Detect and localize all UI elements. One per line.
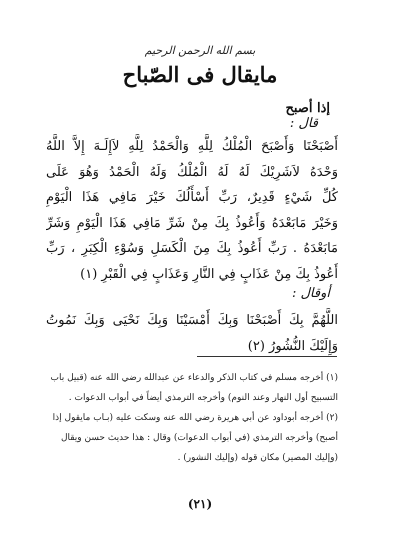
footnote-line: (١) أخرجه مسلم في كتاب الذكر والدعاء عن عبدالله رضي الله عنه (قبيل باب	[50, 373, 338, 383]
verse-line: أَعُوذُ بِكَ مِنْ عَذَابٍ فِي النَّارِ وَعَذَابٍ فِي الْقَبْرِ (١)	[80, 266, 338, 282]
verse-line: مَابَعْدَهُ . رَبِّ أَعُوذُ بِكَ مِنَ الْكَسَلِ وَسُوْءِ الْكِبَرِ ، رَبِّ	[46, 241, 338, 256]
page-title: مايقال فى الصّباح	[122, 62, 278, 87]
supplication-text-2	[46, 308, 338, 359]
verse-line: أَصْبَحْنَا وَأَصْبَحَ الْمُلْكُ لِلَّهِ وَالْحَمْدُ لِلَّهِ لاَإِلَـهَ إِلاَّ اللَّهُ	[46, 139, 338, 154]
section-label: إذا أصبح	[285, 101, 330, 116]
footnote-line: التسبيح أول النهار وعند النوم) وأخرجه الترمذي أيضاً في أبواب الدعوات .	[68, 393, 338, 403]
footnote-separator	[197, 356, 337, 357]
supplication-text-1	[46, 134, 338, 287]
bismillah-header: بسم الله الرحمن الرحيم	[144, 44, 256, 57]
page-number: (٢١)	[187, 497, 213, 511]
verse-line: اللَّهُمَّ بِكَ أَصْبَحْنَا وَبِكَ أَمْسَيْنَا وَبِكَ نَحْيَى وَبِكَ نَمُوتُ	[46, 313, 338, 328]
footnote-1	[42, 368, 338, 408]
verse-line: وَإِلَيْكَ النُّشُورُ (٢)	[247, 338, 338, 354]
footnote-2	[42, 408, 338, 468]
awqal-label: أوقال :	[291, 286, 330, 301]
verse-line: كُلِّ شَيْءٍ قَدِيرٌ، رَبِّ أَسْأَلُكَ خَيْرَ مَافِي هَذَا الْيَوْمِ	[46, 190, 338, 205]
footnote-line: أصبح) وأخرجه الترمذي (في أبواب الدعوات) وقال : هذا حديث حسن ويقال	[60, 433, 338, 443]
verse-line: وَحْدَهُ لاَشَرِيْكَ لَهُ لَهُ الْمُلْكُ وَلَهُ الْحَمْدُ وَهُوَ عَلَى	[46, 164, 338, 180]
qal-label: قال :	[289, 116, 318, 131]
footnote-line: (وإليك المصير) مكان قوله (وإليك النشور) .	[177, 453, 338, 463]
verse-line: وَخَيْرَ مَابَعْدَهُ وَأَعُوذُ بِكَ مِنْ شَرِّ مَافِي هَذَا الْيَوْمِ وَشَرِّ	[46, 215, 338, 231]
footnote-line: (٢) أخرجه أبوداود عن أبي هريرة رضي الله عنه وسكت عليه (بـاب مايقول إذا	[52, 413, 338, 423]
footnotes	[42, 368, 338, 468]
